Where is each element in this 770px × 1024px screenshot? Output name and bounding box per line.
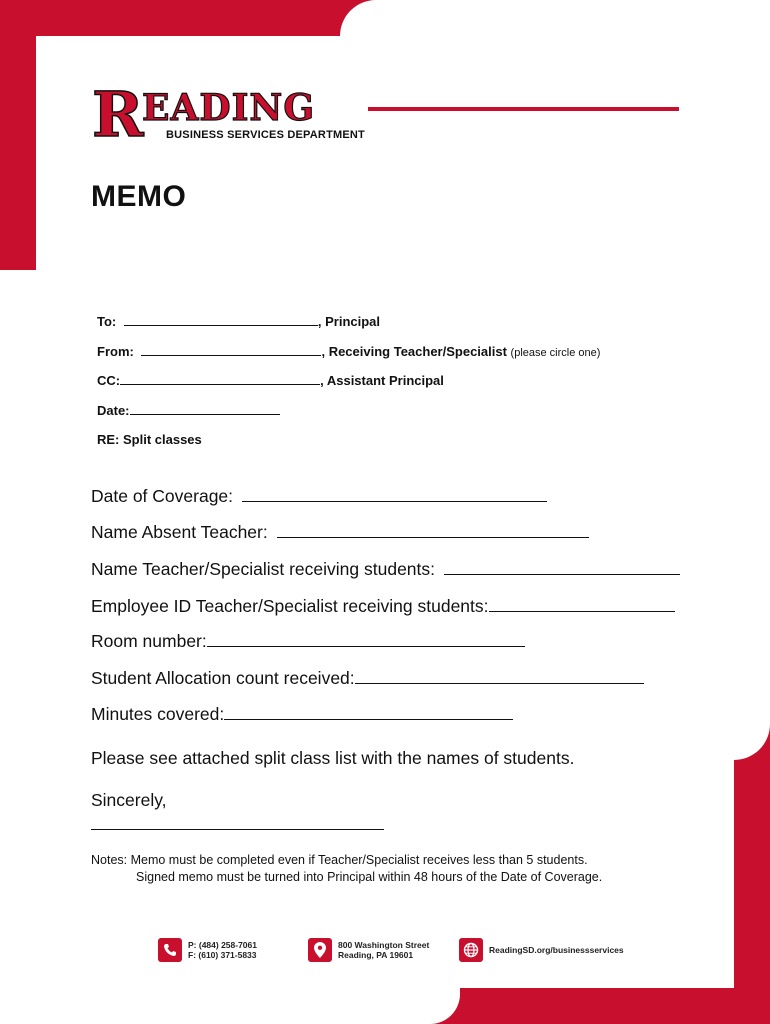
student-allocation-label: Student Allocation count received: — [91, 668, 355, 688]
date-of-coverage-label: Date of Coverage: — [91, 486, 234, 506]
page-title: MEMO — [91, 180, 187, 213]
phone-icon — [158, 938, 182, 962]
district-logo — [92, 78, 692, 152]
globe-icon — [459, 938, 483, 962]
from-row — [97, 343, 600, 359]
employee-id-field — [91, 595, 675, 617]
signature-line[interactable] — [91, 829, 384, 830]
date-row — [97, 402, 280, 418]
attached-note: Please see attached split class list with the names of students. — [91, 748, 575, 768]
date-of-coverage-field — [91, 485, 547, 507]
logo-subtitle: BUSINESS SERVICES DEPARTMENT — [166, 129, 365, 141]
name-receiving-field — [91, 558, 680, 580]
footer-address-line-1: 800 Washington Street — [338, 940, 430, 950]
name-receiving-blank[interactable] — [444, 558, 680, 575]
footer-website — [459, 938, 624, 962]
location-pin-icon — [308, 938, 332, 962]
to-suffix: , Principal — [317, 314, 381, 329]
student-allocation-blank[interactable] — [355, 667, 644, 684]
re-label: RE: Split classes — [97, 432, 202, 447]
date-of-coverage-blank[interactable] — [242, 485, 547, 502]
footer-phone: P: (484) 258-7061 — [188, 940, 257, 950]
to-blank[interactable] — [124, 313, 318, 326]
cc-suffix: , Assistant Principal — [320, 373, 444, 388]
room-number-field — [91, 630, 525, 652]
notes-line-2: Signed memo must be turned into Principal within 48 hours of the Date of Coverage. — [136, 870, 603, 884]
cc-label: CC: — [97, 373, 121, 388]
page-frame-right — [734, 0, 770, 760]
from-label: From: — [97, 344, 134, 359]
page-frame-top — [340, 0, 770, 36]
page-frame-bottom — [0, 988, 460, 1024]
cc-blank[interactable] — [120, 372, 320, 385]
logo-wordmark: EADING — [142, 87, 316, 129]
to-label: To: — [97, 314, 117, 329]
footer-contact — [158, 938, 257, 962]
footer-address-line-2: Reading, PA 19601 — [338, 950, 414, 960]
date-blank[interactable] — [130, 402, 280, 415]
from-suffix: , Receiving Teacher/Specialist — [321, 344, 507, 359]
memo-paper — [36, 36, 734, 988]
minutes-covered-label: Minutes covered: — [91, 704, 225, 724]
from-note: (please circle one) — [510, 347, 601, 359]
footer-fax: F: (610) 371-5833 — [188, 950, 257, 960]
cc-row — [97, 372, 444, 388]
room-number-blank[interactable] — [207, 630, 525, 647]
notes-line-1: Notes: Memo must be completed even if Teacher/Specialist receives less than 5 students. — [91, 853, 588, 867]
date-label: Date: — [97, 403, 130, 418]
minutes-covered-blank[interactable] — [224, 703, 513, 720]
logo-initial: R — [92, 78, 144, 151]
employee-id-blank[interactable] — [489, 595, 675, 612]
footer-website-link[interactable]: ReadingSD.org/businessservices — [489, 945, 624, 955]
name-receiving-label: Name Teacher/Specialist receiving students: — [91, 559, 436, 579]
footer-address — [308, 938, 429, 962]
closing: Sincerely, — [91, 790, 167, 810]
employee-id-label: Employee ID Teacher/Specialist receiving students: — [91, 596, 489, 616]
name-absent-teacher-blank[interactable] — [277, 521, 589, 538]
minutes-covered-field — [91, 703, 513, 725]
student-allocation-field — [91, 667, 644, 689]
notes — [91, 852, 602, 886]
page-frame-left — [0, 270, 36, 1024]
logo-rule — [368, 107, 679, 111]
room-number-label: Room number: — [91, 631, 207, 651]
re-row — [97, 432, 202, 447]
name-absent-teacher-field — [91, 521, 589, 543]
from-blank[interactable] — [141, 343, 321, 356]
name-absent-teacher-label: Name Absent Teacher: — [91, 522, 268, 542]
to-row — [97, 313, 380, 329]
footer — [0, 938, 770, 970]
